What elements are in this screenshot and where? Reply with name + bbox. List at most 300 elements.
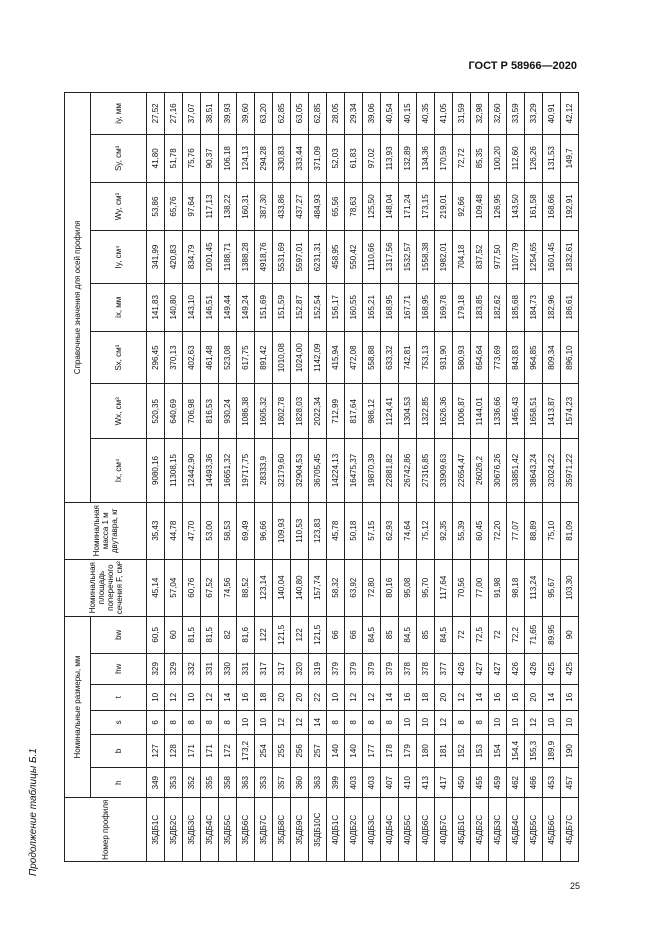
header-ix-radius: ix, мм — [91, 283, 147, 331]
table-cell: 20 — [273, 684, 291, 710]
table-cell: 633,32 — [381, 331, 399, 384]
table-cell: 453 — [543, 767, 561, 798]
table-cell: 161,58 — [525, 182, 543, 230]
table-cell: 331 — [237, 653, 255, 684]
table-cell: 1388,28 — [237, 231, 255, 284]
table-cell: 146,51 — [201, 283, 219, 331]
table-cell: 33,29 — [525, 93, 543, 135]
table-cell: 294,28 — [255, 134, 273, 182]
header-sy: Sy, см³ — [91, 134, 147, 182]
table-cell: 32,98 — [471, 93, 489, 135]
table-cell: 168,95 — [417, 283, 435, 331]
table-cell: 379 — [327, 653, 345, 684]
profile-number-cell: 45ДБ2С — [471, 798, 489, 862]
table-cell: 19717,75 — [237, 439, 255, 503]
table-cell: 149,24 — [237, 283, 255, 331]
table-cell: 91,98 — [489, 559, 507, 616]
table-cell: 30676,26 — [489, 439, 507, 503]
table-cell: 132,89 — [399, 134, 417, 182]
table-cell: 81,5 — [201, 616, 219, 653]
table-cell: 32,60 — [489, 93, 507, 135]
table-cell: 1107,79 — [507, 231, 525, 284]
table-cell: 773,69 — [489, 331, 507, 384]
table-cell: 75,12 — [417, 502, 435, 559]
header-mass: Номинальная масса 1 м двутавра, кг — [65, 502, 147, 559]
table-cell: 426 — [507, 653, 525, 684]
table-cell: 377 — [435, 653, 453, 684]
table-cell: 85 — [381, 616, 399, 653]
table-row — [381, 93, 399, 862]
table-cell: 78,63 — [345, 182, 363, 230]
table-cell: 57,04 — [165, 559, 183, 616]
table-cell: 95,70 — [417, 559, 435, 616]
table-row — [453, 93, 471, 862]
table-cell: 964,85 — [525, 331, 543, 384]
table-cell: 413 — [417, 767, 435, 798]
table-cell: 10 — [489, 710, 507, 734]
table-cell: 360 — [291, 767, 309, 798]
table-cell: 341,99 — [147, 231, 165, 284]
table-cell: 127 — [147, 734, 165, 767]
table-cell: 5531,69 — [273, 231, 291, 284]
table-cell: 16 — [507, 684, 525, 710]
table-cell: 12 — [291, 710, 309, 734]
table-cell: 10 — [147, 684, 165, 710]
header-t: t — [91, 684, 147, 710]
table-cell: 97,02 — [363, 134, 381, 182]
table-cell: 88,52 — [237, 559, 255, 616]
table-cell: 37,07 — [183, 93, 201, 135]
table-cell: 95,67 — [543, 559, 561, 616]
table-row — [525, 93, 543, 862]
table-cell: 90,37 — [201, 134, 219, 182]
table-cell: 27,52 — [147, 93, 165, 135]
table-cell: 27316,85 — [417, 439, 435, 503]
table-cell: 169,78 — [435, 283, 453, 331]
table-cell: 1465,43 — [507, 384, 525, 439]
table-cell: 126,26 — [525, 134, 543, 182]
table-cell: 426 — [453, 653, 471, 684]
header-dims-group: Номинальные размеры, мм — [65, 616, 91, 798]
table-cell: 60,5 — [147, 616, 165, 653]
table-cell: 151,59 — [273, 283, 291, 331]
table-cell: 138,22 — [219, 182, 237, 230]
table-cell: 1832,61 — [561, 231, 579, 284]
header-profile: Номер профиля — [65, 798, 147, 862]
profile-number-cell: 45ДБ4С — [507, 798, 525, 862]
table-cell: 122 — [255, 616, 273, 653]
table-cell: 123,83 — [309, 502, 327, 559]
table-cell: 125,50 — [363, 182, 381, 230]
table-cell: 809,34 — [543, 331, 561, 384]
table-cell: 141,83 — [147, 283, 165, 331]
table-cell: 5597,01 — [291, 231, 309, 284]
table-cell: 32904,53 — [291, 439, 309, 503]
table-cell: 20 — [291, 684, 309, 710]
profile-number-cell: 35ДБ4С — [201, 798, 219, 862]
table-cell: 74,56 — [219, 559, 237, 616]
table-cell: 72,5 — [471, 616, 489, 653]
table-cell: 117,13 — [201, 182, 219, 230]
table-cell: 1317,56 — [381, 231, 399, 284]
table-cell: 1574,23 — [561, 384, 579, 439]
header-s: s — [91, 710, 147, 734]
header-ref-group: Справочные значения для осей профиля — [65, 93, 91, 503]
table-cell: 1601,45 — [543, 231, 561, 284]
table-cell: 12 — [201, 684, 219, 710]
table-cell: 399 — [327, 767, 345, 798]
table-cell: 29,34 — [345, 93, 363, 135]
table-cell: 427 — [471, 653, 489, 684]
table-cell: 10 — [183, 684, 201, 710]
table-cell: 180 — [417, 734, 435, 767]
table-cell: 97,64 — [183, 182, 201, 230]
table-cell: 173,15 — [417, 182, 435, 230]
table-cell: 329 — [147, 653, 165, 684]
table-cell: 371,09 — [309, 134, 327, 182]
table-cell: 458,95 — [327, 231, 345, 284]
table-cell: 168,66 — [543, 182, 561, 230]
table-cell: 410 — [399, 767, 417, 798]
table-cell: 12 — [273, 710, 291, 734]
table-cell: 558,88 — [363, 331, 381, 384]
table-cell: 6231,31 — [309, 231, 327, 284]
table-cell: 182,96 — [543, 283, 561, 331]
table-cell: 35,43 — [147, 502, 165, 559]
table-cell: 403 — [363, 767, 381, 798]
table-cell: 72,72 — [453, 134, 471, 182]
table-row — [237, 93, 255, 862]
header-bw: bw — [91, 616, 147, 653]
table-cell: 167,71 — [399, 283, 417, 331]
table-cell: 10 — [399, 710, 417, 734]
table-cell: 72,80 — [363, 559, 381, 616]
table-cell: 95,08 — [399, 559, 417, 616]
table-cell: 753,13 — [417, 331, 435, 384]
profile-number-cell: 35ДБ10С — [309, 798, 327, 862]
table-cell: 378 — [399, 653, 417, 684]
table-cell: 1658,51 — [525, 384, 543, 439]
table-cell: 72,20 — [489, 502, 507, 559]
table-cell: 69,49 — [237, 502, 255, 559]
table-cell: 45,14 — [147, 559, 165, 616]
table-cell: 62,85 — [309, 93, 327, 135]
table-cell: 36705,45 — [309, 439, 327, 503]
table-cell: 172 — [219, 734, 237, 767]
table-cell: 88,89 — [525, 502, 543, 559]
table-cell: 14224,13 — [327, 439, 345, 503]
profile-number-cell: 35ДБ6С — [237, 798, 255, 862]
table-cell: 11308,15 — [165, 439, 183, 503]
table-cell: 32024,22 — [543, 439, 561, 503]
table-cell: 168,95 — [381, 283, 399, 331]
table-cell: 8 — [327, 710, 345, 734]
table-cell: 425 — [561, 653, 579, 684]
table-cell: 170,59 — [435, 134, 453, 182]
table-cell: 16651,32 — [219, 439, 237, 503]
table-cell: 149,44 — [219, 283, 237, 331]
table-cell: 44,78 — [165, 502, 183, 559]
table-cell: 379 — [345, 653, 363, 684]
table-cell: 52,03 — [327, 134, 345, 182]
table-cell: 1006,87 — [453, 384, 471, 439]
table-cell: 103,30 — [561, 559, 579, 616]
table-row — [183, 93, 201, 862]
table-cell: 40,15 — [399, 93, 417, 135]
table-cell: 39,60 — [237, 93, 255, 135]
table-cell: 20 — [435, 684, 453, 710]
table-cell: 181 — [435, 734, 453, 767]
table-cell: 171,24 — [399, 182, 417, 230]
table-cell: 986,12 — [363, 384, 381, 439]
table-cell: 12 — [435, 710, 453, 734]
table-cell: 149,7 — [561, 134, 579, 182]
profile-number-cell: 45ДБ7С — [561, 798, 579, 862]
table-cell: 437,27 — [291, 182, 309, 230]
table-cell: 425 — [543, 653, 561, 684]
profile-number-cell: 45ДБ6С — [543, 798, 561, 862]
table-cell: 420,83 — [165, 231, 183, 284]
table-cell: 523,08 — [219, 331, 237, 384]
table-cell: 407 — [381, 767, 399, 798]
table-row — [291, 93, 309, 862]
table-cell: 1605,32 — [255, 384, 273, 439]
table-cell: 121,5 — [309, 616, 327, 653]
table-row — [345, 93, 363, 862]
table-cell: 331 — [201, 653, 219, 684]
table-row — [327, 93, 345, 862]
page-number: 25 — [570, 881, 581, 891]
table-cell: 8 — [381, 710, 399, 734]
table-cell: 124,13 — [237, 134, 255, 182]
table-cell: 1802,78 — [273, 384, 291, 439]
table-cell: 179 — [399, 734, 417, 767]
table-cell: 16 — [399, 684, 417, 710]
table-cell: 358 — [219, 767, 237, 798]
table-cell: 42,12 — [561, 93, 579, 135]
table-cell: 14493,36 — [201, 439, 219, 503]
table-cell: 12 — [363, 684, 381, 710]
table-cell: 63,20 — [255, 93, 273, 135]
table-cell: 319 — [309, 653, 327, 684]
header-area: Номинальная площадь поперечного сечения F, см² — [65, 559, 147, 616]
table-cell: 131,53 — [543, 134, 561, 182]
table-cell: 12442,90 — [183, 439, 201, 503]
table-cell: 92,66 — [453, 182, 471, 230]
table-cell: 254 — [255, 734, 273, 767]
profile-number-cell: 40ДБ4С — [381, 798, 399, 862]
table-cell: 353 — [255, 767, 273, 798]
table-cell: 109,93 — [273, 502, 291, 559]
table-cell: 110,53 — [291, 502, 309, 559]
table-cell: 433,86 — [273, 182, 291, 230]
table-cell: 1982,01 — [435, 231, 453, 284]
table-cell: 417 — [435, 767, 453, 798]
table-cell: 10 — [417, 710, 435, 734]
table-cell: 151,69 — [255, 283, 273, 331]
table-cell: 10 — [237, 710, 255, 734]
table-cell: 403 — [345, 767, 363, 798]
table-cell: 14 — [309, 710, 327, 734]
table-cell: 26742,86 — [399, 439, 417, 503]
table-cell: 8 — [471, 710, 489, 734]
table-cell: 257 — [309, 734, 327, 767]
table-cell: 63,05 — [291, 93, 309, 135]
table-cell: 85 — [417, 616, 435, 653]
table-cell: 71,65 — [525, 616, 543, 653]
table-cell: 10 — [543, 710, 561, 734]
table-cell: 296,45 — [147, 331, 165, 384]
table-cell: 317 — [255, 653, 273, 684]
table-cell: 256 — [291, 734, 309, 767]
table-cell: 12 — [345, 684, 363, 710]
table-cell: 65,76 — [165, 182, 183, 230]
header-ix-moment: Ix, см⁴ — [91, 439, 147, 503]
table-cell: 426 — [525, 653, 543, 684]
header-iy-moment: Iy, см⁴ — [91, 231, 147, 284]
table-cell: 38643,24 — [525, 439, 543, 503]
table-cell: 330,83 — [273, 134, 291, 182]
table-cell: 12 — [453, 684, 471, 710]
table-cell: 53,00 — [201, 502, 219, 559]
table-cell: 10 — [327, 684, 345, 710]
table-cell: 1336,66 — [489, 384, 507, 439]
table-cell: 461,48 — [201, 331, 219, 384]
table-cell: 40,91 — [543, 93, 561, 135]
table-cell: 183,85 — [471, 283, 489, 331]
table-cell: 109,48 — [471, 182, 489, 230]
table-cell: 41,80 — [147, 134, 165, 182]
header-wx: Wx, см³ — [91, 384, 147, 439]
table-cell: 379 — [381, 653, 399, 684]
table-cell: 10 — [255, 710, 273, 734]
profile-number-cell: 40ДБ2С — [345, 798, 363, 862]
profile-number-cell: 35ДБ2С — [165, 798, 183, 862]
profile-number-cell: 45ДБ5С — [525, 798, 543, 862]
table-cell: 179,18 — [453, 283, 471, 331]
table-cell: 51,78 — [165, 134, 183, 182]
table-cell: 379 — [363, 653, 381, 684]
table-cell: 1413,87 — [543, 384, 561, 439]
table-cell: 16475,37 — [345, 439, 363, 503]
table-cell: 72 — [453, 616, 471, 653]
table-cell: 81,09 — [561, 502, 579, 559]
table-row — [273, 93, 291, 862]
table-cell: 186,61 — [561, 283, 579, 331]
table-cell: 190 — [561, 734, 579, 767]
table-cell: 89,95 — [543, 616, 561, 653]
table-cell: 1010,08 — [273, 331, 291, 384]
table-cell: 357 — [273, 767, 291, 798]
table-cell: 891,42 — [255, 331, 273, 384]
table-cell: 1024,00 — [291, 331, 309, 384]
table-row — [219, 93, 237, 862]
profile-number-cell: 35ДБ7С — [255, 798, 273, 862]
standard-designation: ГОСТ Р 58966—2020 — [468, 60, 577, 72]
table-cell: 140,80 — [165, 283, 183, 331]
table-cell: 817,64 — [345, 384, 363, 439]
table-cell: 140 — [345, 734, 363, 767]
table-cell: 33851,42 — [507, 439, 525, 503]
table-cell: 355 — [201, 767, 219, 798]
header-hw: hw — [91, 653, 147, 684]
table-cell: 33,59 — [507, 93, 525, 135]
table-cell: 18 — [255, 684, 273, 710]
table-cell: 834,79 — [183, 231, 201, 284]
table-cell: 57,15 — [363, 502, 381, 559]
table-cell: 154 — [489, 734, 507, 767]
table-cell: 14 — [219, 684, 237, 710]
table-cell: 1144,01 — [471, 384, 489, 439]
table-cell: 81,5 — [183, 616, 201, 653]
table-cell: 177 — [363, 734, 381, 767]
table-cell: 427 — [489, 653, 507, 684]
table-cell: 53,86 — [147, 182, 165, 230]
header-wy: Wy, см³ — [91, 182, 147, 230]
table-cell: 8 — [219, 710, 237, 734]
table-cell: 6 — [147, 710, 165, 734]
table-row — [255, 93, 273, 862]
table-cell: 22 — [309, 684, 327, 710]
table-cell: 90 — [561, 616, 579, 653]
table-cell: 19870,39 — [363, 439, 381, 503]
profile-table — [64, 92, 579, 862]
table-cell: 50,18 — [345, 502, 363, 559]
table-cell: 816,53 — [201, 384, 219, 439]
table-cell: 156,17 — [327, 283, 345, 331]
table-cell: 153 — [471, 734, 489, 767]
table-row — [165, 93, 183, 862]
table-row — [147, 93, 165, 862]
profile-number-cell: 40ДБ3С — [363, 798, 381, 862]
table-cell: 82 — [219, 616, 237, 653]
table-cell: 60 — [165, 616, 183, 653]
table-cell: 4918,76 — [255, 231, 273, 284]
table-cell: 40,54 — [381, 93, 399, 135]
profile-number-cell: 40ДБ6С — [417, 798, 435, 862]
table-cell: 640,69 — [165, 384, 183, 439]
table-cell: 550,42 — [345, 231, 363, 284]
header-h: h — [91, 767, 147, 798]
table-cell: 8 — [363, 710, 381, 734]
table-cell: 1110,66 — [363, 231, 381, 284]
header-iy-radius: iy, мм — [91, 93, 147, 135]
table-cell: 140 — [327, 734, 345, 767]
table-cell: 160,55 — [345, 283, 363, 331]
table-cell: 152,87 — [291, 283, 309, 331]
table-cell: 33909,63 — [435, 439, 453, 503]
table-cell: 329 — [165, 653, 183, 684]
table-cell: 65,56 — [327, 182, 345, 230]
table-row — [417, 93, 435, 862]
table-cell: 143,10 — [183, 283, 201, 331]
table-cell: 1254,65 — [525, 231, 543, 284]
table-cell: 450 — [453, 767, 471, 798]
table-cell: 140,04 — [273, 559, 291, 616]
table-cell: 14 — [543, 684, 561, 710]
table-cell: 28,05 — [327, 93, 345, 135]
table-cell: 1188,71 — [219, 231, 237, 284]
table-cell: 72 — [489, 616, 507, 653]
table-cell: 74,64 — [399, 502, 417, 559]
table-cell: 317 — [273, 653, 291, 684]
table-cell: 157,74 — [309, 559, 327, 616]
table-cell: 72,2 — [507, 616, 525, 653]
table-cell: 182,62 — [489, 283, 507, 331]
table-cell: 8 — [453, 710, 471, 734]
table-cell: 60,45 — [471, 502, 489, 559]
table-cell: 363 — [237, 767, 255, 798]
